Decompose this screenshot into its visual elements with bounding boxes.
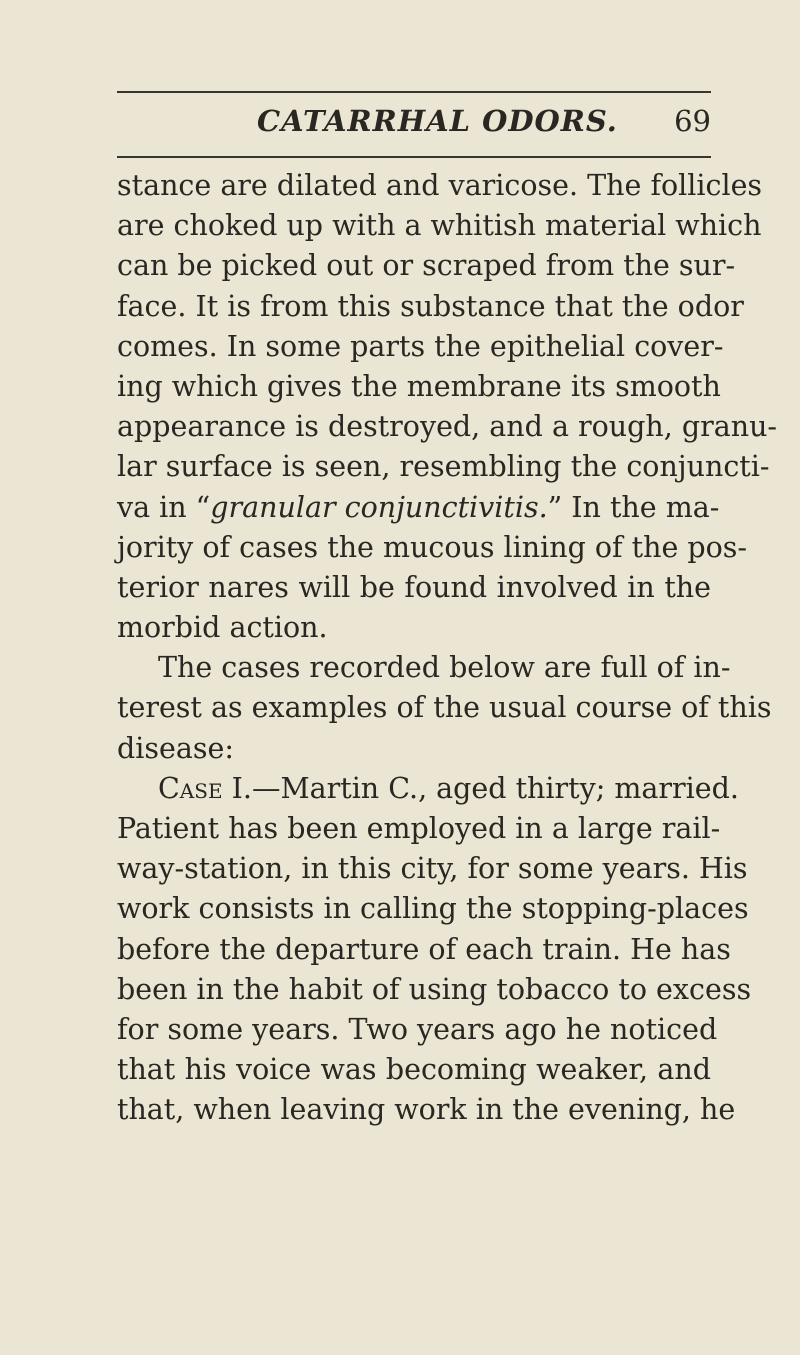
text-line: lar surface is seen, resembling the conjuncti- <box>117 450 770 484</box>
italic-term: granular conjunctivitis. <box>210 490 548 524</box>
text-line: jority of cases the mucous lining of the pos- <box>117 530 748 564</box>
text-line: terest as examples of the usual course of this <box>117 691 772 725</box>
text-line: work consists in calling the stopping-places <box>117 892 749 926</box>
text-line: morbid action. <box>117 611 328 645</box>
text-line: been in the habit of using tobacco to excess <box>117 972 752 1006</box>
text-line: that his voice was becoming weaker, and <box>117 1053 711 1087</box>
text-segment: ” In the ma- <box>547 490 720 524</box>
text-line: can be picked out or scraped from the sur- <box>117 249 736 283</box>
page-number: 69 <box>674 104 711 138</box>
text-line: disease: <box>117 731 234 765</box>
text-line: for some years. Two years ago he noticed <box>117 1012 718 1046</box>
text-line: ing which gives the membrane its smooth <box>117 369 721 403</box>
text-line: are choked up with a whitish material which <box>117 209 762 243</box>
text-line: face. It is from this substance that the odor <box>117 289 744 323</box>
header-rule-top <box>117 91 711 93</box>
page-header <box>117 104 711 144</box>
text-line: appearance is destroyed, and a rough, granu- <box>117 410 778 444</box>
case-heading-line <box>117 769 739 809</box>
body-text <box>117 166 778 1131</box>
running-head: CATARRHAL ODORS. <box>257 104 618 138</box>
text-line: Patient has been employed in a large rail- <box>117 812 721 845</box>
text-line: terior nares will be found involved in the <box>117 570 711 604</box>
text-segment: I.—Martin C., aged thirty; married. <box>222 771 739 805</box>
text-line: comes. In some parts the epithelial cover- <box>117 329 724 363</box>
text-line: that, when leaving work in the evening, he <box>117 1093 736 1127</box>
text-segment: va in “ <box>117 490 211 524</box>
text-line: before the departure of each train. He has <box>117 932 731 966</box>
header-rule-bottom <box>117 156 711 158</box>
text-line: stance are dilated and varicose. The follicles <box>117 169 763 202</box>
case-label: Case <box>158 771 223 805</box>
text-line-with-italic <box>117 488 720 528</box>
text-line: way-station, in this city, for some years. His <box>117 852 748 886</box>
text-line: The cases recorded below are full of in- <box>158 651 731 685</box>
